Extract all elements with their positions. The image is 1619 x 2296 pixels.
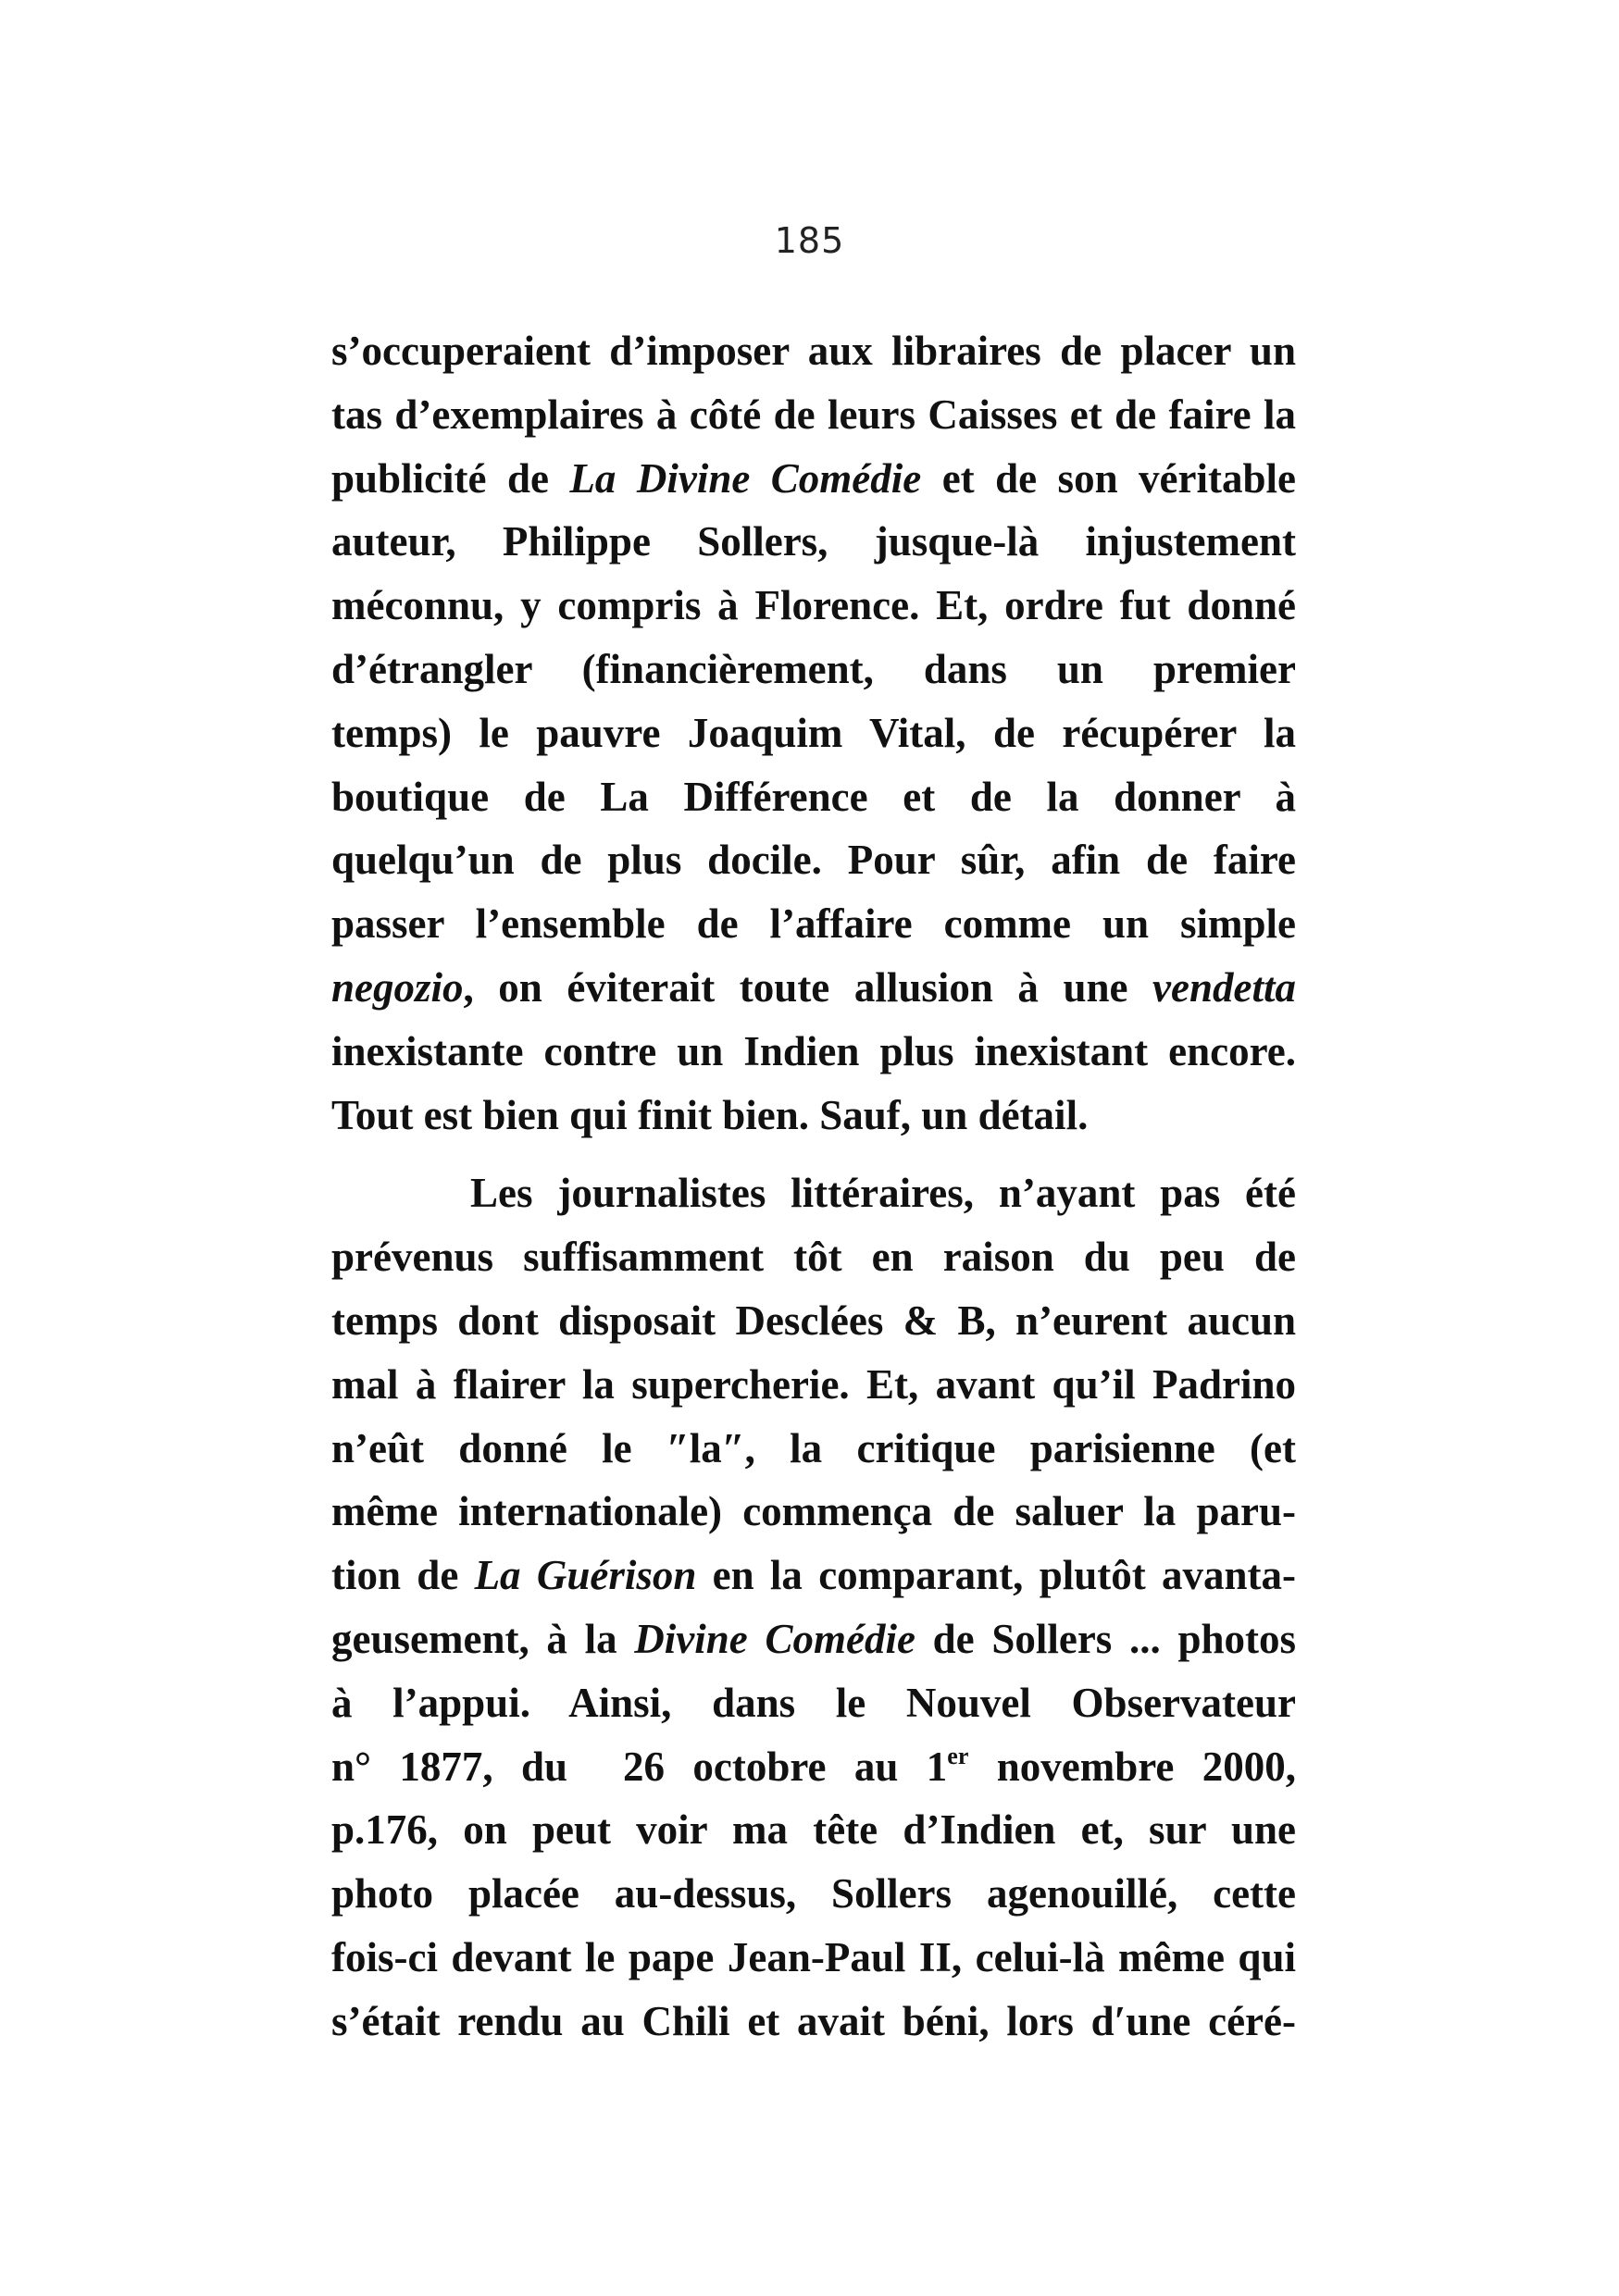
text-line (331, 1926, 1296, 1990)
text-run: en la comparant, plutôt avanta- (696, 1552, 1296, 1599)
text-run: s’occuperaient d’imposer aux libraires de placer un (331, 328, 1296, 374)
text-line (331, 1735, 1296, 1799)
italic-word-vendetta: vendetta (1152, 963, 1296, 1011)
text-line (331, 1353, 1296, 1417)
text-run: d’étrangler (financièrement, dans un premier (331, 645, 1296, 692)
text-line (331, 1020, 1296, 1084)
text-line (331, 447, 1296, 511)
text-line (331, 701, 1296, 765)
text-run: p.176, on peut voir ma tête d’Indien et, sur une (331, 1806, 1296, 1854)
text-line (331, 574, 1296, 638)
text-run: mal à flairer la supercherie. Et, avant qu’il Padrino (331, 1360, 1296, 1408)
page-number: 185 (774, 220, 845, 261)
text-run: geusement, à la (331, 1615, 635, 1662)
text-run: fois-ci devant le pape Jean-Paul II, celui-là même qui (331, 1933, 1296, 1980)
superscript-er: er (947, 1742, 969, 1769)
text-line (331, 383, 1296, 447)
text-line (331, 1417, 1296, 1481)
text-line (331, 1798, 1296, 1862)
text-run: publicité de (331, 454, 570, 502)
text-run: temps) le pauvre Joaquim Vital, de récupérer la (331, 709, 1296, 756)
text-line (331, 1289, 1296, 1353)
text-run: à l’appui. Ainsi, dans le Nouvel Observateur (331, 1679, 1296, 1726)
text-run: tas d’exemplaires à côté de leurs Caisses et de faire la (331, 391, 1296, 438)
text-line (331, 1671, 1296, 1735)
text-run: quelqu’un de plus docile. Pour sûr, afin de faire (331, 837, 1296, 884)
text-line (331, 1607, 1296, 1671)
text-line (331, 319, 1296, 383)
text-line (331, 1161, 1296, 1225)
text-run: Les journalistes littéraires, n’ayant pas été (470, 1170, 1296, 1217)
text-run: Tout est bien qui finit bien. Sauf, un détail. (331, 1091, 1089, 1138)
text-line (331, 892, 1296, 956)
text-line (331, 1862, 1296, 1926)
text-run: prévenus suffisamment tôt en raison du peu de (331, 1234, 1296, 1281)
text-run: 26 octobre au 1 (623, 1743, 948, 1790)
text-run: n° 1877, du (331, 1743, 568, 1790)
paragraph-2 (331, 1161, 1296, 2053)
text-line (331, 1225, 1296, 1289)
text-line (331, 765, 1296, 829)
book-title-divine-comedie: Divine Comédie (634, 1615, 915, 1662)
text-run: temps dont disposait Desclées & B, n’eurent aucun (331, 1297, 1296, 1344)
text-line (331, 1990, 1296, 2054)
text-line (331, 828, 1296, 892)
text-line (331, 1480, 1296, 1544)
text-run: s’était rendu au Chili et avait béni, lors d′une céré- (331, 1997, 1296, 2044)
text-run: auteur, Philippe Sollers, jusque-là injustement (331, 518, 1296, 565)
text-run: , on éviterait toute allusion à une (463, 963, 1153, 1011)
text-run: même internationale) commença de saluer la paru- (331, 1488, 1296, 1535)
body-text (331, 319, 1296, 2054)
text-run: et de son véritable (921, 454, 1296, 502)
text-run: de Sollers ... photos (915, 1615, 1296, 1662)
text-run: photo placée au-dessus, Sollers agenouillé, cette (331, 1870, 1296, 1917)
text-line (331, 1544, 1296, 1607)
text-run: tion de (331, 1552, 475, 1599)
italic-word-negozio: negozio (331, 963, 464, 1011)
text-line (331, 1084, 1296, 1148)
text-run: novembre 2000, (968, 1743, 1296, 1790)
text-line (331, 638, 1296, 701)
text-run: n’eût donné le ″la″, la critique parisienne (et (331, 1424, 1296, 1471)
book-title-la-guerison: La Guérison (474, 1552, 697, 1599)
text-run: boutique de La Différence et de la donner à (331, 773, 1296, 820)
text-line (331, 956, 1296, 1020)
text-run: passer l’ensemble de l’affaire comme un simple (331, 900, 1296, 948)
text-line (331, 510, 1296, 574)
text-run: inexistante contre un Indien plus inexistant encore. (331, 1027, 1296, 1074)
text-run: méconnu, y compris à Florence. Et, ordre fut donné (331, 582, 1296, 629)
book-title-divine-comedie: La Divine Comédie (569, 454, 922, 502)
paragraph-1 (331, 319, 1296, 1147)
